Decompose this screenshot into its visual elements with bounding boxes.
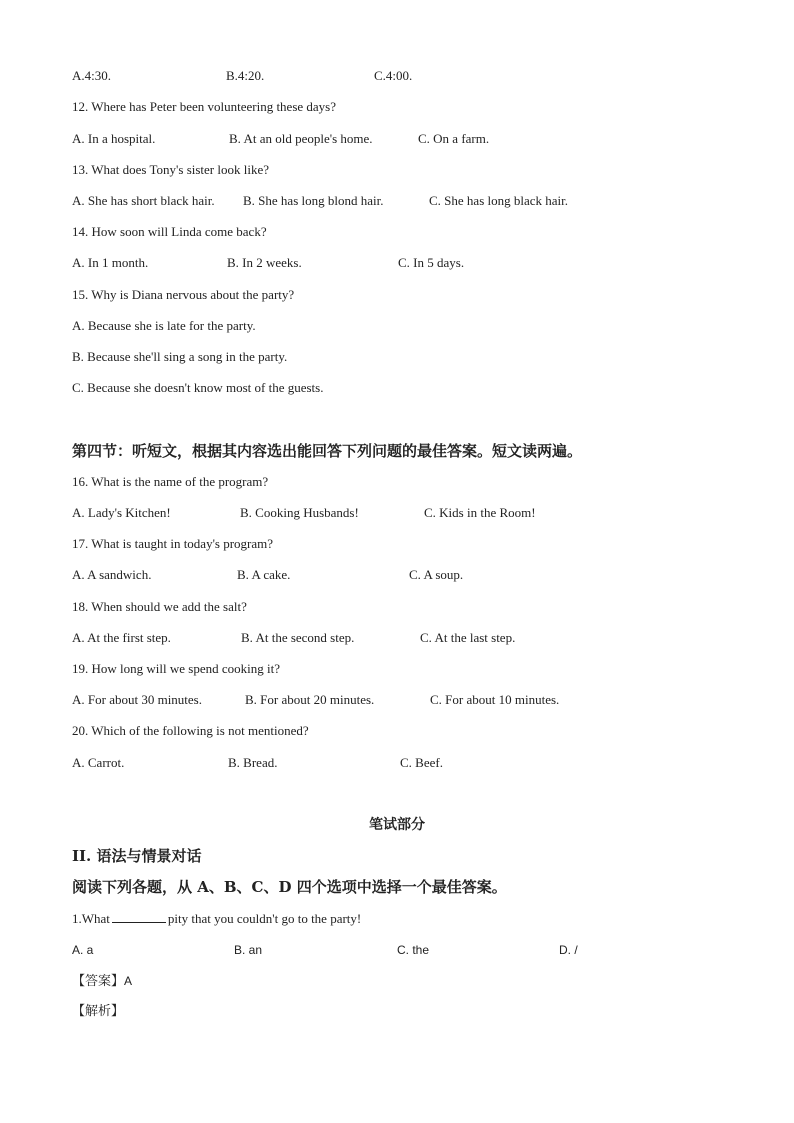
grammar-q1-option-a[interactable]: A. a [72, 943, 94, 957]
q15-question: 15. Why is Diana nervous about the party? [72, 287, 295, 302]
answer-label: 【答案】 [72, 974, 125, 989]
part2-heading: II. 语法与情景对话 [72, 847, 202, 865]
q13-option-b[interactable]: B. She has long blond hair. [243, 193, 384, 208]
q18-option-c[interactable]: C. At the last step. [420, 630, 516, 645]
q17-question: 17. What is taught in today's program? [72, 536, 274, 551]
section4-heading: 第四节：听短文，根据其内容选出能回答下列问题的最佳答案。短文读两遍。 [72, 442, 583, 460]
q14-option-c[interactable]: C. In 5 days. [398, 255, 465, 270]
q15-option-a[interactable]: A. Because she is late for the party. [72, 318, 256, 333]
grammar-q1-question [72, 911, 361, 927]
part2-instruction: 阅读下列各题，从 A、B、C、D 四个选项中选择一个最佳答案。 [72, 878, 507, 896]
grammar-q1-prefix: 1.What [72, 911, 110, 926]
analysis-label: 【解析】 [72, 1004, 125, 1019]
q19-option-c[interactable]: C. For about 10 minutes. [430, 692, 560, 707]
q12-option-a[interactable]: A. In a hospital. [72, 131, 156, 146]
grammar-q1-suffix: pity that you couldn't go to the party! [167, 911, 362, 926]
q19-option-b[interactable]: B. For about 20 minutes. [245, 692, 375, 707]
grammar-q1-blank[interactable] [112, 911, 166, 923]
q16-option-a[interactable]: A. Lady's Kitchen! [72, 505, 171, 520]
q18-question: 18. When should we add the salt? [72, 599, 247, 614]
q15-option-c[interactable]: C. Because she doesn't know most of the guests. [72, 380, 324, 395]
q12-option-b[interactable]: B. At an old people's home. [229, 131, 373, 146]
answer-value: A [124, 974, 133, 988]
q13-option-a[interactable]: A. She has short black hair. [72, 193, 215, 208]
grammar-q1-option-b[interactable]: B. an [234, 943, 263, 957]
grammar-q1-option-d[interactable]: D. / [559, 943, 578, 957]
q11-option-c[interactable]: C.4:00. [374, 68, 413, 83]
answer-line [72, 973, 132, 990]
q19-option-a[interactable]: A. For about 30 minutes. [72, 692, 202, 707]
q17-option-a[interactable]: A. A sandwich. [72, 567, 152, 582]
q15-option-b[interactable]: B. Because she'll sing a song in the party. [72, 349, 288, 364]
q20-question: 20. Which of the following is not mentioned? [72, 723, 309, 738]
q16-question: 16. What is the name of the program? [72, 474, 269, 489]
q20-option-c[interactable]: C. Beef. [400, 755, 443, 770]
q14-option-a[interactable]: A. In 1 month. [72, 255, 149, 270]
q20-option-b[interactable]: B. Bread. [228, 755, 278, 770]
q14-option-b[interactable]: B. In 2 weeks. [227, 255, 302, 270]
q16-option-c[interactable]: C. Kids in the Room! [424, 505, 536, 520]
written-part-title: 笔试部分 [369, 817, 425, 833]
q20-option-a[interactable]: A. Carrot. [72, 755, 125, 770]
q14-question: 14. How soon will Linda come back? [72, 224, 267, 239]
q17-option-b[interactable]: B. A cake. [237, 567, 291, 582]
q17-option-c[interactable]: C. A soup. [409, 567, 464, 582]
q19-question: 19. How long will we spend cooking it? [72, 661, 280, 676]
q12-option-c[interactable]: C. On a farm. [418, 131, 490, 146]
q18-option-a[interactable]: A. At the first step. [72, 630, 171, 645]
q13-option-c[interactable]: C. She has long black hair. [429, 193, 569, 208]
q13-question: 13. What does Tony's sister look like? [72, 162, 270, 177]
grammar-q1-option-c[interactable]: C. the [397, 943, 430, 957]
q12-question: 12. Where has Peter been volunteering these days? [72, 99, 336, 114]
q11-option-a[interactable]: A.4:30. [72, 68, 111, 83]
q18-option-b[interactable]: B. At the second step. [241, 630, 355, 645]
q16-option-b[interactable]: B. Cooking Husbands! [240, 505, 359, 520]
q11-option-b[interactable]: B.4:20. [226, 68, 265, 83]
